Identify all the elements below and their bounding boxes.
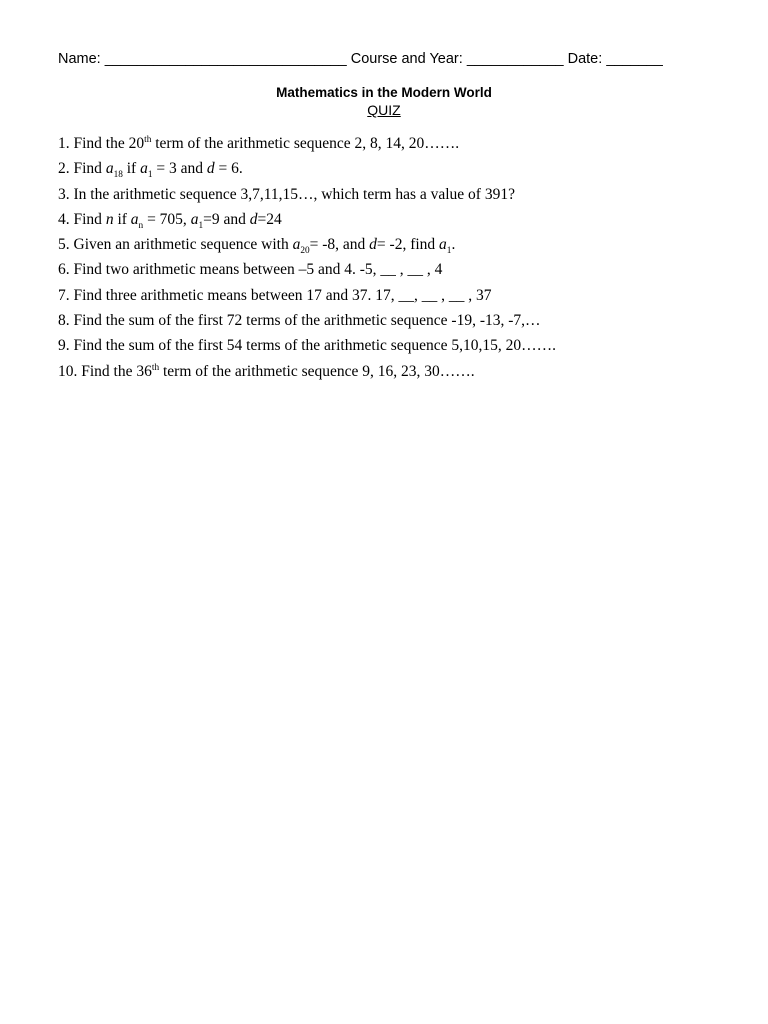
question-text: if <box>122 160 141 178</box>
question-text: term of the arithmetic sequence 9, 16, 23, 30……. <box>159 362 475 380</box>
question-10 <box>58 362 738 387</box>
subscript: 18 <box>113 170 123 181</box>
question-8 <box>58 311 738 336</box>
date-label: Date: <box>563 51 607 67</box>
document-subtitle: QUIZ <box>367 102 401 118</box>
question-7 <box>58 286 738 311</box>
variable: a <box>292 236 301 254</box>
course-year-blank: ____________ <box>466 51 564 67</box>
student-info-line <box>58 51 663 67</box>
question-text: 7. Find three arithmetic means between 17 and 37. 17, __, __ , __ , 37 <box>58 286 492 304</box>
question-text: = 6. <box>214 160 243 178</box>
superscript: th <box>144 134 152 145</box>
variable: d <box>206 160 215 178</box>
question-3 <box>58 185 738 210</box>
date-blank: _______ <box>606 51 663 67</box>
question-5 <box>58 235 738 260</box>
variable: d <box>249 210 258 228</box>
name-blank: ______________________________ <box>104 51 347 67</box>
subscript: 1 <box>446 246 452 257</box>
question-text: 3. In the arithmetic sequence 3,7,11,15…, which term has a value of 391? <box>58 185 515 203</box>
question-text: . <box>451 236 456 254</box>
question-2 <box>58 159 738 184</box>
question-text: 4. Find <box>58 210 106 228</box>
question-text: 6. Find two arithmetic means between –5 and 4. -5, __ , __ , 4 <box>58 261 443 279</box>
question-text: if <box>113 210 131 228</box>
question-text: term of the arithmetic sequence 2, 8, 14, 20……. <box>151 135 460 152</box>
superscript: th <box>151 362 160 373</box>
question-text: = 705, <box>143 210 191 228</box>
question-text: 5. Given an arithmetic sequence with <box>58 236 293 254</box>
question-text: =24 <box>257 210 282 228</box>
document-title: Mathematics in the Modern World <box>276 85 492 100</box>
question-1 <box>58 134 738 159</box>
variable: d <box>369 236 377 254</box>
question-text: 2. Find <box>58 160 106 178</box>
question-text: = -8, and <box>309 236 370 254</box>
variable: a <box>190 210 199 228</box>
subscript: 1 <box>198 220 204 231</box>
question-text: 9. Find the sum of the first 54 terms of the arithmetic sequence 5,10,15, 20……. <box>58 337 557 355</box>
subscript: 20 <box>300 246 310 257</box>
question-text: = 3 and <box>152 160 207 178</box>
variable: a <box>439 236 447 254</box>
name-label: Name: <box>58 51 105 67</box>
question-text: 10. Find the 36 <box>58 362 152 380</box>
variable: a <box>105 160 114 178</box>
question-list <box>58 134 738 387</box>
variable: a <box>130 210 139 228</box>
question-text: 1. Find the 20 <box>58 135 145 152</box>
subscript: n <box>138 220 144 231</box>
question-text: 8. Find the sum of the first 72 terms of the arithmetic sequence -19, -13, -7,… <box>58 312 541 330</box>
question-text: =9 and <box>203 210 250 228</box>
question-text: = -2, find <box>376 236 440 254</box>
question-9 <box>58 336 738 361</box>
course-year-label: Course and Year: <box>346 51 467 67</box>
subscript: 1 <box>147 170 153 181</box>
variable: n <box>105 210 114 228</box>
question-6 <box>58 260 738 285</box>
question-4 <box>58 210 738 235</box>
variable: a <box>140 160 148 178</box>
